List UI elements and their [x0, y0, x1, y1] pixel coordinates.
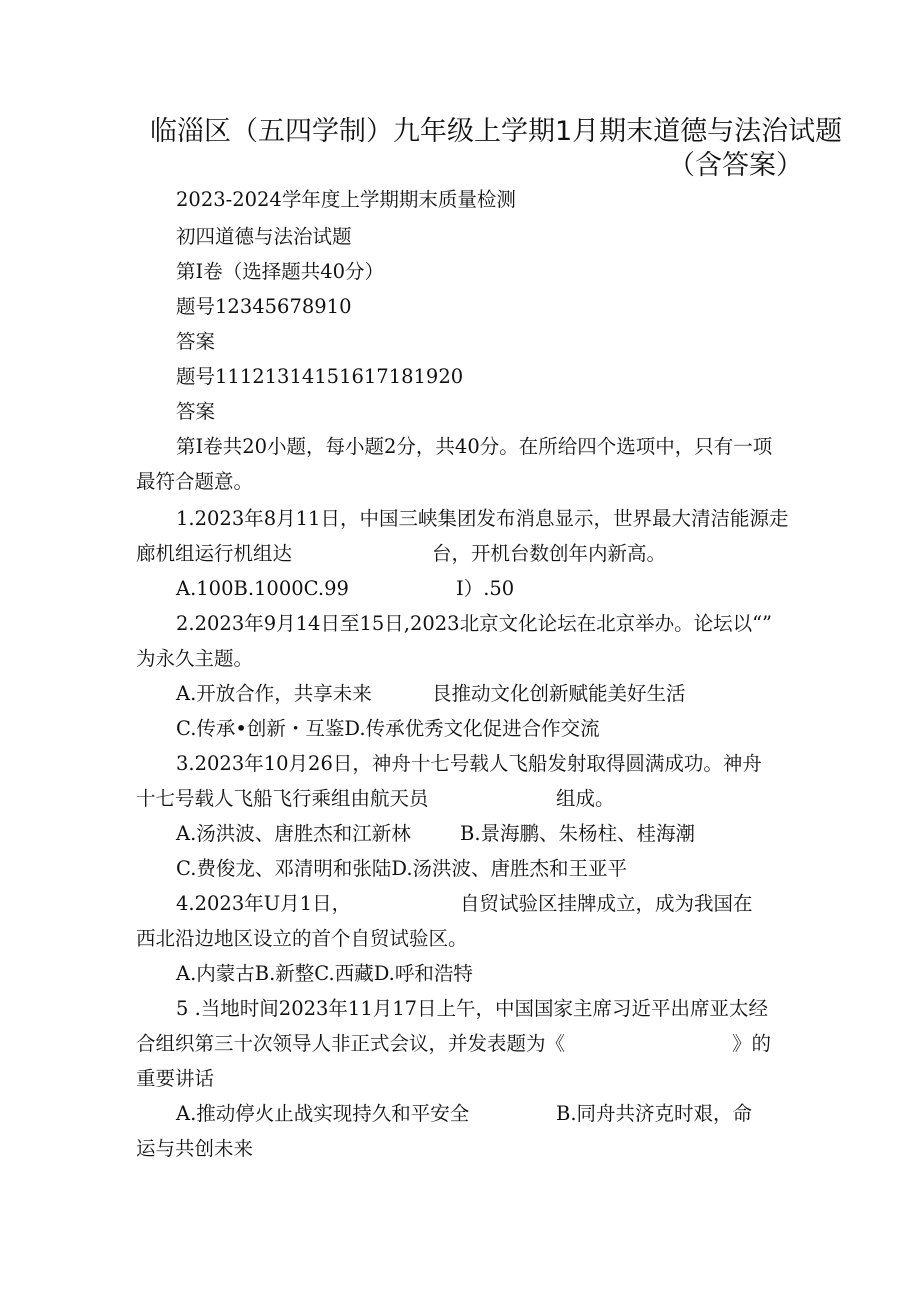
document-title-line1: 临淄区（五四学制）九年级上学期1月期末道德与法治试题: [150, 116, 843, 147]
exam-year-heading: 2023-2024学年度上学期期末质量检测: [176, 188, 516, 211]
question-number-row-2: 题号11121314151617181920: [176, 365, 464, 388]
question-5-stem-part1: 合组织第三十次领导人非正式会议，并发表题为《: [136, 1032, 566, 1055]
question-3-options-row2: C.费俊龙、邓清明和张陆D.汤洪波、唐胜杰和王亚平: [176, 857, 628, 880]
question-1-option-abc: A.100B.1000C.99: [176, 577, 349, 600]
subject-heading: 初四道德与法治试题: [176, 225, 352, 248]
question-5-option-a: A.推动停火止战实现持久和平安全: [176, 1102, 470, 1125]
question-4-stem-part2: 自贸试验区挂牌成立，成为我国在: [460, 892, 753, 915]
instructions-line1: 第I卷共20小题，每小题2分，共40分。在所给四个选项中，只有一项: [176, 435, 773, 458]
question-3-option-a: A.汤洪波、唐胜杰和江新林: [176, 822, 411, 845]
answer-row-1: 答案: [176, 330, 216, 353]
question-3-stem-part2: 组成。: [556, 787, 615, 810]
question-4-options: A.内蒙古B.新整C.西藏D.呼和浩特: [176, 962, 473, 985]
question-5-option-b-continued: 运与共创未来: [136, 1137, 254, 1160]
question-5-stem-part2: 》的: [732, 1032, 772, 1055]
question-number-row-1: 题号12345678910: [176, 295, 352, 318]
question-3-option-b: B.景海鹏、朱杨柱、桂海潮: [460, 822, 696, 845]
question-5-option-b: B.同舟共济克时艰，命: [556, 1102, 753, 1125]
question-3-stem-part1: 十七号载人飞船飞行乘组由航天员: [136, 787, 429, 810]
question-2-options-row2: C.传承•创新・互鉴D.传承优秀文化促进合作交流: [176, 717, 600, 740]
question-5-stem-line1: 5 .当地时间2023年11月17日上午，中国国家主席习近平出席亚太经: [176, 997, 769, 1020]
question-2-option-b: 艮推动文化创新赋能美好生活: [432, 682, 686, 705]
question-4-stem-part1: 4.2023年U月1日，: [176, 892, 352, 915]
question-4-stem-line2: 西北沿边地区设立的首个自贸试验区。: [136, 927, 468, 950]
question-1-stem-part2: 台，开机台数创年内新高。: [432, 542, 667, 565]
question-1-option-d: I）.50: [456, 577, 515, 600]
instructions-line2: 最符合题意。: [136, 470, 254, 493]
part-heading: 第I卷（选择题共40分）: [176, 260, 385, 283]
question-1-stem-part1: 廊机组运行机组达: [136, 542, 293, 565]
answer-row-2: 答案: [176, 400, 216, 423]
question-3-stem-line1: 3.2023年10月26日，神舟十七号载人飞船发射取得圆满成功。神舟: [176, 752, 762, 775]
question-5-stem-line3: 重要讲话: [136, 1067, 215, 1090]
question-2-stem-line2: 为永久主题。: [136, 647, 254, 670]
question-2-stem-line1: 2.2023年9月14日至15日,2023北京文化论坛在北京举办。论坛以“”: [176, 612, 773, 635]
question-1-stem-line1: 1.2023年8月11日，中国三峡集团发布消息显示，世界最大清洁能源走: [176, 507, 789, 530]
document-title-line2: （含答案）: [668, 150, 803, 181]
question-2-option-a: A.开放合作，共享未来: [176, 682, 372, 705]
